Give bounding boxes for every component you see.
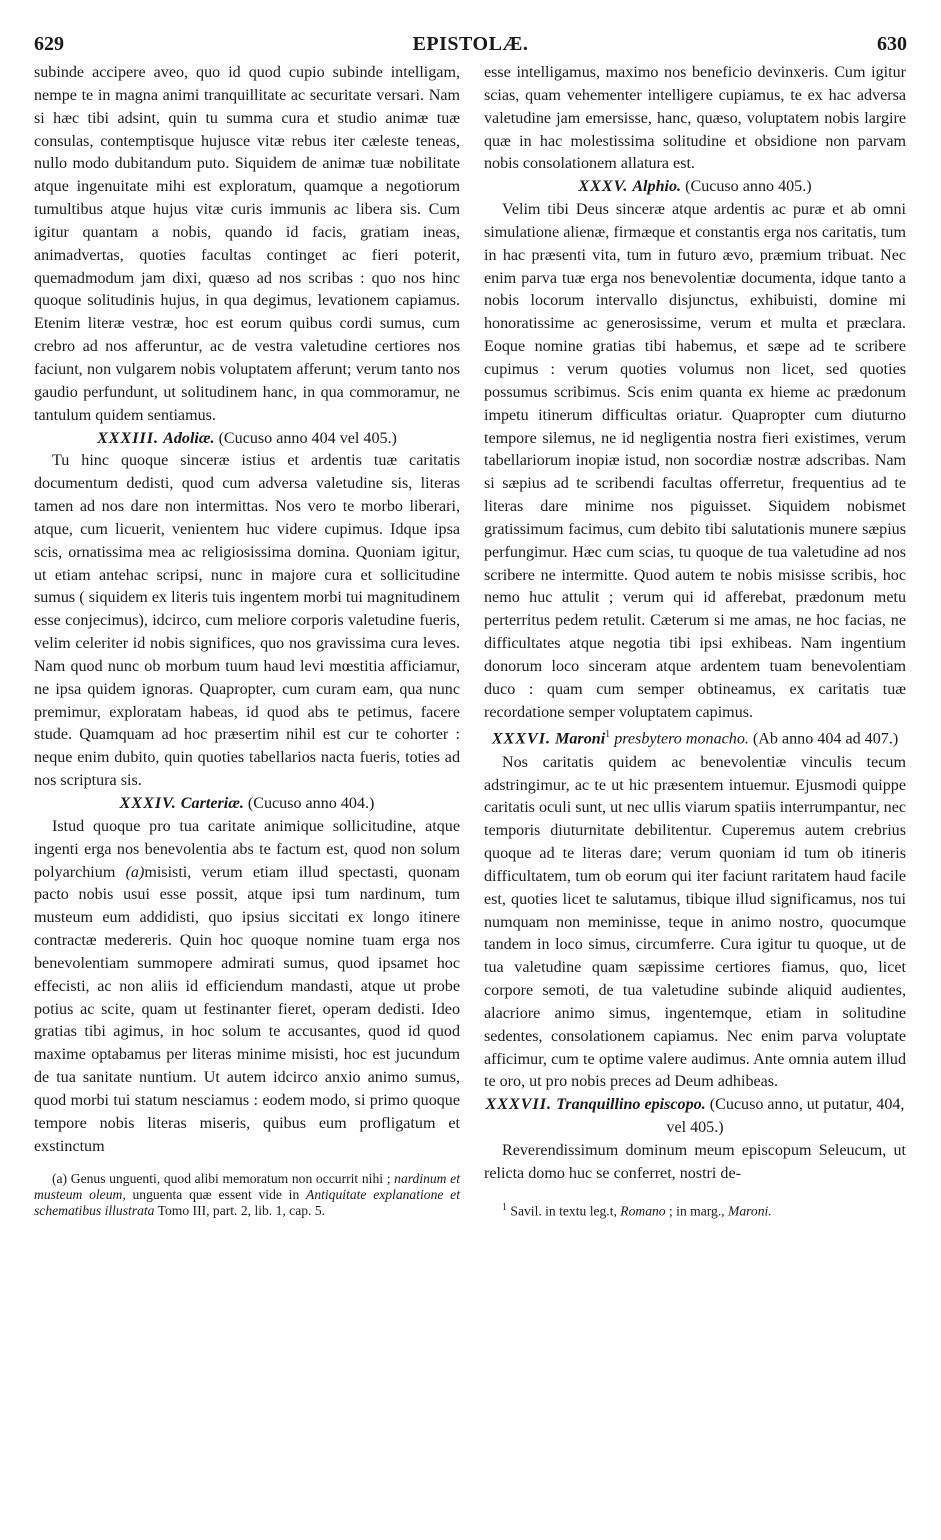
footnote-text: nardinum et musteum oleum, (34, 1170, 460, 1202)
running-title: EPISTOLÆ. (412, 33, 529, 55)
paragraph-text: misisti, verum etiam illud spectasti, quonam pacto nobis usui esse possit, atque ipsi tum nardinum, tum musteum eum addidisti, quo ipsius siccitati ex longo itinere contractæ medereris. Quin hoc quoque nomine tuam erga nos benevolentiam summopere admirati sumus, quod ipsamet hoc effecisti, ac non aliis id efficiendum mandasti, atque ut probe potius ac scite, quam ut festinanter fieret, operam dedisti. Ideo gratias tibi agimus, in hoc solum te accusantes, quod id quod maxime optabamus per literas minime misisti, hoc est jucundum de tua sanitate nuntium. Ut autem idcirco anxio animo sumus, quod morbi tui statum nesciamus : eodem modo, si primo quoque tempore nobis literas miseris, quibus eum profligatum et exstinctum (34, 863, 460, 1155)
right-column (484, 62, 906, 1219)
letter-addressee: Adoliæ. (163, 429, 215, 447)
footnote (484, 1200, 906, 1220)
footnote-text: unguenta quæ essent vide in (125, 1186, 307, 1202)
letter-addressee: Maroni (555, 730, 606, 748)
letter-number: XXXVI. (491, 730, 552, 748)
paragraph: subinde accipere aveo, quo id quod cupio subinde intelligam, nempe te in magna animi tranquillitate ac securitate versari. Nam si hæc tibi adsint, quin tu summa cura et studio animæ tuæ consulas, contemptisque hujusce vitæ rebus iter cæleste teneas, nullo modo dubitandum puto. Siquidem de animæ tuæ nobilitate atque ingenuitate mihi est exploratum, quamque a negotiorum tumultibus atque hujus vitæ curis immunis ac libera sis. Cum igitur quantam a nobis, quando id facis, gratiam ineas, animadvertas, quoties facultas continget ac fieri poterit, quemadmodum jam dixi, quæso ad nos scribas : quo nos hinc quoque solitudinis hujus, in qua degimus, levationem capiamus. Etenim literæ vestræ, hoc est eorum quibus cordi sumus, cum crebro ad nos afferuntur, ac de vestra valetudine certiores nos faciunt, non vulgarem nobis voluptatem afferunt; verum tanto nos gaudio perfundunt, ut solitudinem hanc, in qua commoramur, ne tantulum quidem sentiamus. (34, 64, 460, 424)
footnote-text: Genus unguenti, quod alibi memoratum non occurrit nihi ; (67, 1170, 395, 1186)
footnote-marker: 1 (605, 729, 611, 741)
letter-heading (484, 176, 906, 199)
left-column (34, 62, 460, 1219)
letter-date: (Cucuso anno, ut putatur, 404, vel 405.) (666, 1096, 905, 1137)
letter-addressee: Tranquillino episcopo. (556, 1096, 706, 1114)
footnote-marker: 1 (502, 1201, 507, 1213)
letter-number: XXXVII. (485, 1096, 553, 1114)
letter-heading (484, 724, 906, 751)
footnote-text: Romano (620, 1203, 666, 1219)
footnote (34, 1171, 460, 1219)
footnote-marker: (a) (125, 863, 145, 881)
letter-addressee: Carteriæ. (180, 795, 244, 812)
footnote-text: Savil. in textu leg.t, (507, 1203, 621, 1219)
letter-addressee: Alphio. (632, 178, 682, 196)
letter-heading (34, 428, 460, 451)
footnote-text: Antiquitate explanatione et schematibus illustrata (34, 1186, 460, 1218)
paragraph: Tu hinc quoque sinceræ istius et ardentis tuæ caritatis documentum dedisti, quod cum adversa valetudine sis, literas tamen ad nos dare non intermittas. Nos vero te morbo liberari, atque, cum licuerit, venientem huc videre cupimus. Idque ipsa scis, ornatissima mea ac religiosissima domina. Quoniam igitur, ut etiam antehac scripsi, nunc in majore cura et sollicitudine sumus ( siquidem ex literis tuis ingentem morbi tui magnitudinem esse conjecimus), idcirco, cum meliore corporis valetudine fueris, velim celeriter id nobis significes, quo nos gravissima cura leves. Nam quod nunc ob morbum tuum haud levi mœstitia afficiamur, ne ipsa quidem ignoras. Quapropter, cum curam eam, qua nunc premimur, exploratam habeas, id quod abs te petimus, facere stude. Quamquam ad hoc præsertim nihil est cur te cohorter : neque enim dubito, quin quoties tabellarios nacta fueris, toties ad nos scriptura sis. (34, 452, 460, 790)
letter-number: XXXIII. (97, 429, 160, 447)
paragraph: Nos caritatis quidem ac benevolentiæ vinculis tecum adstringimur, ac te ut hic præsentem intuemur. Ejusmodi quippe caritatis oculi sunt, ut nec ullis viarum spatiis interrumpantur, nec temporis diuturnitate debilitentur. Cuperemus autem crebrius quoque ad te literas dare; verum quoniam id tum ob itineris difficultatem, tum ob eorum qui iter faciunt raritatem haud facile est, quoties licet te salutamus, tibique illud significamus, nos tui numquam non meminisse, teque in animo nostro, quocumque tandem in loco simus, circumferre. Cura igitur tu quoque, ut de tua valetudine quam sæpissime certiores fiamus, quo, licet corpore semoti, de tua valetudine subinde aliquid audientes, alacriore animo simus, ingentemque, etiam in solitudine sedentes, consolationem capiamus. Nec enim parva voluptate afficimur, cum te optime valere audimus. Ante omnia autem illud te oro, ut pro nobis preces ad Deum adhibeas. (484, 753, 906, 1091)
paragraph: Velim tibi Deus sinceræ atque ardentis ac puræ et ab omni simulatione alienæ, firmæque et constantis erga nos caritatis, tum in hac præsenti vita, tum in futuro ævo, præmium tribuat. Nec enim parva tuæ erga nos benevolentiæ documenta, idque tanto a nobis locorum intervallo disjunctus, exhibuisti, domine mi honoratissime ac generosissime, verum et multa et præclara. Eoque nomine gratias tibi habemus, et sæpe ad te scribere cupimus : verum quoties volumus non licet, sed quoties possumus scribimus. Scis enim quanta ex hieme ac prædonum impetu itinerum difficultas oriatur. Quapropter cum diuturno tempore silemus, ne id negligentia nostra fieri existimes, verum tabellariorum inopiæ istud, non socordiæ nostræ adscribas. Nam si sæpius ad te scribendi facultas offerretur, frequentius ad te literas dare minime nos piguisset. Siquidem nobismet gratissimum facimus, cum debito tibi salutationis munere sæpius perfungimur. Hæc cum scias, tu quoque de tua valetudine ad nos scribere ne intermitte. Quod autem te nobis misisse scribis, hoc nemo huc attulit ; verum qui id afferebat, prædonum metu perterritus pedem retulit. Cæterum si me amas, ne hoc facias, ne difficultates atque negotia tibi ipsi exhibeas. Nam ingentium donorum loco sinceram atque ardentem tuam benevolentiam duco : quam cum semper obtineamus, ex caritatis tuæ recordatione semper voluptatem capimus. (484, 201, 906, 721)
footnote-text: ; in marg., (665, 1203, 729, 1219)
letter-date: (Cucuso anno 404.) (247, 795, 375, 812)
paragraph: esse intelligamus, maximo nos beneficio devinxeris. Cum igitur scias, quam vehementer intelligere cupiamus, te ex hac adversa valetudine jam emersisse, hanc, quæso, voluptatem nobis largire quæ in hac molestissima solitudine et obsidione non parvam nobis consolationem allatura est. (484, 64, 906, 173)
letter-number: XXXV. (578, 178, 629, 196)
letter-addressee-title: presbytero monacho. (614, 730, 749, 748)
footnote-text: Tomo III, part. 2, lib. 1, cap. 5. (154, 1202, 326, 1218)
paragraph-text: Istud quoque pro tua caritate animique sollicitudine, atque ingenti erga nos benevolentia abs te factum est, quod non solum polyarchium (34, 817, 460, 881)
letter-date: (Ab anno 404 ad 407.) (752, 730, 899, 748)
running-header (34, 33, 907, 63)
letter-heading (484, 1094, 906, 1140)
letter-date: (Cucuso anno 405.) (685, 178, 812, 196)
letter-heading (34, 793, 460, 816)
footnote-text: Maroni. (728, 1203, 772, 1219)
letter-number: XXXIV. (119, 795, 177, 812)
letter-date: (Cucuso anno 404 vel 405.) (218, 429, 397, 447)
paragraph (34, 816, 460, 1159)
paragraph: Reverendissimum dominum meum episcopum Seleucum, ut relicta domo huc se conferret, nostri de- (484, 1142, 906, 1182)
footnote-marker: (a) (52, 1170, 68, 1186)
page-number-right: 630 (877, 33, 907, 55)
page-number-left: 629 (34, 33, 64, 55)
